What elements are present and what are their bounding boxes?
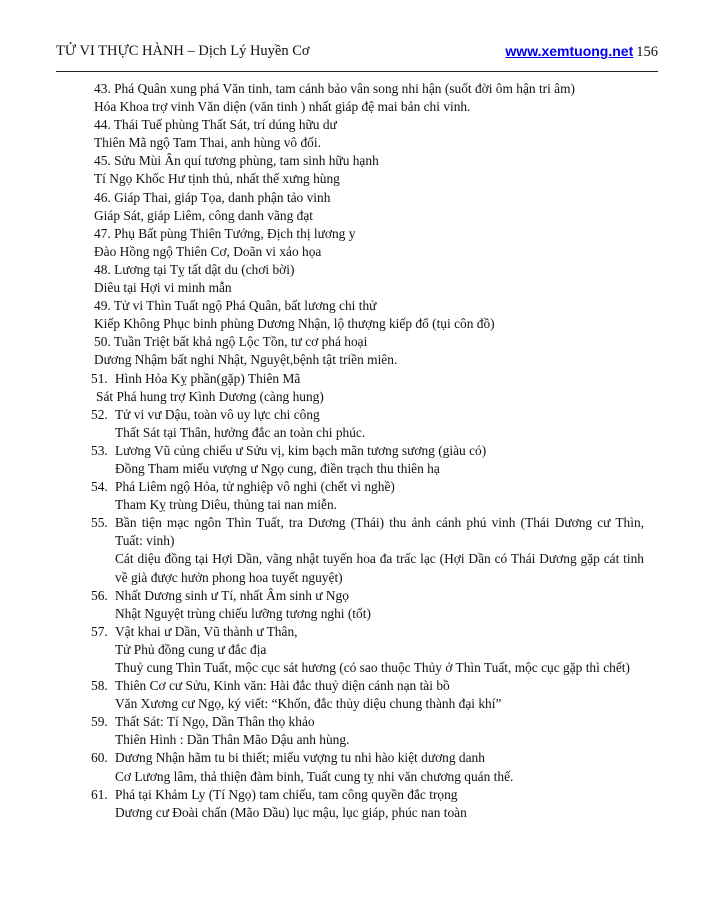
item-number: 61. bbox=[91, 786, 108, 802]
verse-line: 48. Lương tại Tỵ tất dật du (chơi bời) bbox=[94, 261, 295, 277]
item-number: 54. bbox=[91, 479, 108, 495]
verse-line: Hình Hỏa Kỵ phần(gặp) Thiên Mã bbox=[115, 370, 301, 386]
verse-line: 47. Phụ Bất pùng Thiên Tướng, Địch thị lương y bbox=[94, 225, 356, 241]
item-number: 60. bbox=[91, 750, 108, 766]
verse-line: Thất Sát tại Thân, hưởng đắc an toàn chi phúc. bbox=[115, 424, 366, 440]
verse-line: Thiên Mã ngộ Tam Thai, anh hùng vô đối. bbox=[94, 135, 321, 151]
header-right bbox=[505, 43, 658, 61]
verse-item bbox=[91, 406, 644, 442]
verse-line: 45. Sửu Mùi Ân quí tương phùng, tam sinh hữu hạnh bbox=[94, 153, 379, 169]
verse-block bbox=[94, 80, 644, 370]
item-number: 52. bbox=[91, 406, 108, 422]
verse-line: Dương cư Đoài chấn (Mão Dầu) lục mậu, lục giáp, phúc nan toàn bbox=[115, 804, 467, 820]
verse-line: Thiên Cơ cư Sửu, Kinh văn: Hài đắc thuỷ diện cánh nạn tài bồ bbox=[115, 678, 450, 694]
verse-line: Diêu tại Hợi vi minh mẫn bbox=[94, 280, 232, 296]
verse-line: Lương Vũ củng chiếu ư Sửu vị, kim bạch mãn tương sương (giàu có) bbox=[115, 442, 487, 458]
verse-line: 46. Giáp Thai, giáp Tọa, danh phận tảo vinh bbox=[94, 189, 331, 205]
verse-line: Phá tại Khảm Ly (Tí Ngọ) tam chiếu, tam công quyền đắc trọng bbox=[115, 786, 458, 802]
page-header bbox=[56, 43, 658, 63]
header-divider bbox=[56, 71, 658, 72]
verse-line: Đồng Tham miếu vượng ư Ngọ cung, điền trạch thu thiên hạ bbox=[115, 460, 440, 476]
verse-line: Sát Phá hung trợ Kình Dương (càng hung) bbox=[96, 388, 324, 404]
item-number: 58. bbox=[91, 678, 108, 694]
verse-item bbox=[91, 786, 644, 822]
item-number: 57. bbox=[91, 623, 108, 639]
verse-item bbox=[91, 478, 644, 514]
verse-line: Bần tiện mạc ngôn Thìn Tuất, tra Dương (Thái) thu ảnh cánh phú vinh (Thái Dương cư Thìn, Tuất: vinh) bbox=[115, 515, 644, 549]
verse-line: Thiên Hình : Dần Thân Mão Dậu anh hùng. bbox=[115, 732, 350, 748]
document-title: TỬ VI THỰC HÀNH – Dịch Lý Huyền Cơ bbox=[56, 43, 310, 59]
verse-item bbox=[91, 442, 644, 478]
verse-line: Thuỷ cung Thìn Tuất, mộc cục sát hương (có sao thuộc Thủy ở Thìn Tuất, mộc cục gặp thì chết) bbox=[115, 660, 630, 675]
verse-line: Kiếp Không Phục binh phùng Dương Nhận, lộ thượng kiếp đổ (tụi côn đồ) bbox=[94, 316, 495, 332]
verse-line: Tử vi vư Dậu, toàn vô uy lực chi công bbox=[115, 406, 320, 422]
verse-line: Phá Liêm ngộ Hỏa, tử nghiệp vô nghi (chết vì nghề) bbox=[115, 479, 395, 495]
item-number: 56. bbox=[91, 587, 108, 603]
verse-line: 49. Tử vi Thìn Tuất ngộ Phá Quân, bất lương chi thử bbox=[94, 298, 377, 314]
verse-line: Dương Nhận hãm tu bi thiết; miếu vượng tu nhi hào kiệt dương danh bbox=[115, 750, 485, 766]
verse-line: Nhật Nguyệt trùng chiếu lưỡng tương nghi (tốt) bbox=[115, 605, 371, 621]
verse-item bbox=[91, 749, 644, 785]
verse-line: Hóa Khoa trợ vinh Văn diện (văn tinh ) nhất giáp đệ mai bản chi vinh. bbox=[94, 99, 471, 115]
item-number: 55. bbox=[91, 515, 108, 531]
verse-item bbox=[91, 587, 644, 623]
verse-line: Cát diệu đồng tại Hợi Dần, vãng nhật tuyến hoa đa trấc lạc (Hợi Dần có Thái Dương gặp cát tinh về già được hưởn phong hoa tuyết nguyệt) bbox=[115, 551, 644, 585]
verse-line: Thất Sát: Tí Ngọ, Dần Thân thọ khảo bbox=[115, 714, 315, 730]
numbered-verse-list bbox=[91, 406, 644, 822]
verse-item bbox=[91, 713, 644, 749]
page-number: 156 bbox=[636, 44, 658, 60]
item-number: 59. bbox=[91, 714, 108, 730]
verse-line: Nhất Dương sinh ư Tí, nhất Âm sinh ư Ngọ bbox=[115, 587, 349, 603]
verse-line: Tí Ngọ Khốc Hư tịnh thủ, nhất thế xưng hùng bbox=[94, 171, 340, 187]
item-number: 51. bbox=[91, 370, 108, 386]
website-link[interactable]: www.xemtuong.net bbox=[505, 43, 634, 59]
item-number: 53. bbox=[91, 442, 108, 458]
verse-item-51 bbox=[91, 370, 644, 388]
verse-item bbox=[91, 677, 644, 713]
verse-line: Văn Xương cư Ngọ, ký viết: “Khốn, đắc thủy diệu chung thành đại khí” bbox=[115, 696, 502, 712]
verse-line: Cơ Lương lâm, thả thiện đàm binh, Tuất cung tỵ nhi văn chương quán thế. bbox=[115, 768, 514, 784]
verse-line: Tham Kỵ trùng Diêu, thủng tai nan miễn. bbox=[115, 497, 338, 513]
verse-line: 44. Thái Tuế phùng Thất Sát, trí dúng hữu dư bbox=[94, 117, 337, 133]
verse-line: Vật khai ư Dần, Vũ thành ư Thân, bbox=[115, 623, 298, 639]
verse-item bbox=[91, 623, 644, 677]
verse-line: 43. Phá Quân xung phá Văn tinh, tam cánh bảo vân song nhi hận (suốt đời ôm hận tri âm) bbox=[94, 81, 576, 96]
verse-line: Giáp Sát, giáp Liêm, công danh vãng đạt bbox=[94, 207, 314, 223]
verse-line: 50. Tuần Triệt bất khả ngộ Lộc Tồn, tư cơ phá hoại bbox=[94, 334, 368, 350]
page-content bbox=[91, 80, 644, 822]
verse-line: Dương Nhậm bất nghi Nhật, Nguyệt,bệnh tật triền miên. bbox=[94, 352, 398, 368]
verse-line: Đào Hồng ngộ Thiên Cơ, Doãn vi xảo họa bbox=[94, 243, 322, 259]
verse-line: Tử Phủ đồng cung ư đắc địa bbox=[115, 641, 267, 657]
verse-item bbox=[91, 514, 644, 586]
